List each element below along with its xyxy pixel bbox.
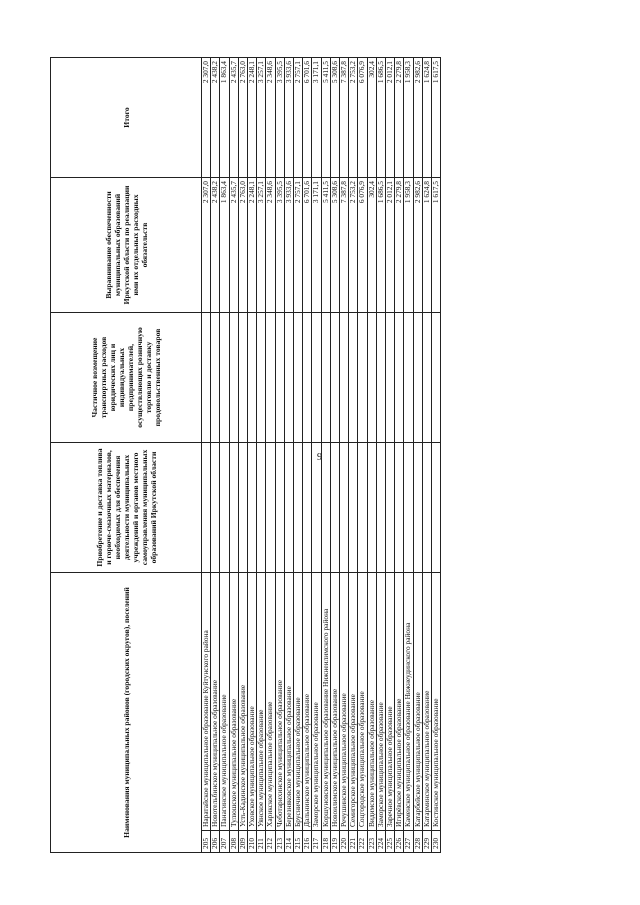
row-total: 2 279,8 [395,58,404,178]
table-row [321,58,330,853]
row-name: Заморское муниципальное образование [376,573,385,831]
row-fuel [413,443,422,573]
table-row [404,58,413,853]
header-equalize: Выравнивание обеспеченности муниципальных образований Иркутской области по реализации ими их отдельных расходных обязательств [51,178,202,313]
table-row [266,58,275,853]
row-number: 217 [312,831,321,853]
page-number: 9 [317,452,322,463]
row-name: Брусничное муниципальное образование [294,573,303,831]
row-transport [303,313,312,443]
row-name: Катарбейское муниципальное образование [413,573,422,831]
row-equalize: 2 348,6 [266,178,275,313]
row-total: 2 348,6 [266,58,275,178]
row-total: 2 012,1 [386,58,395,178]
row-equalize: 2 248,1 [248,178,257,313]
row-total: 3 933,6 [284,58,293,178]
row-name: Уянское муниципальное образование [257,573,266,831]
row-transport [211,313,220,443]
row-number: 219 [330,831,339,853]
row-name: Новоилимское муниципальное образование [330,573,339,831]
row-fuel [340,443,349,573]
row-equalize: 6 701,6 [303,178,312,313]
row-fuel [229,443,238,573]
row-transport [422,313,431,443]
row-equalize: 2 435,7 [229,178,238,313]
row-number: 212 [266,831,275,853]
row-total: 302,4 [367,58,376,178]
row-total: 1 617,5 [432,58,441,178]
row-fuel [386,443,395,573]
row-equalize: 3 257,1 [257,178,266,313]
row-equalize: 2 757,1 [294,178,303,313]
row-number: 218 [321,831,330,853]
row-equalize: 2 307,0 [202,178,211,313]
row-fuel [284,443,293,573]
row-number: 211 [257,831,266,853]
row-transport [248,313,257,443]
row-equalize: 2 982,6 [413,178,422,313]
row-total: 2 248,1 [248,58,257,178]
table-body [202,58,441,853]
row-total: 2 438,2 [211,58,220,178]
row-equalize: 2 279,8 [395,178,404,313]
row-number: 223 [367,831,376,853]
row-fuel [312,443,321,573]
row-transport [321,313,330,443]
row-number: 227 [404,831,413,853]
row-equalize: 1 863,4 [220,178,229,313]
row-number: 207 [220,831,229,853]
row-number: 226 [395,831,404,853]
row-fuel [266,443,275,573]
row-number: 209 [238,831,247,853]
row-total: 2 435,7 [229,58,238,178]
row-transport [284,313,293,443]
row-transport [238,313,247,443]
row-name: Наратайское муниципальное образование Куйтунского района [202,573,211,831]
row-number: 222 [358,831,367,853]
row-transport [330,313,339,443]
row-name: Березняковское муниципальное образование [284,573,293,831]
row-total: 2 763,0 [238,58,247,178]
row-equalize: 302,4 [367,178,376,313]
row-name: Дальнинское муниципальное образование [303,573,312,831]
row-fuel [321,443,330,573]
row-equalize: 1 617,5 [432,178,441,313]
row-total: 1 624,8 [422,58,431,178]
row-total: 1 958,3 [404,58,413,178]
row-fuel [202,443,211,573]
row-fuel [358,443,367,573]
row-number: 214 [284,831,293,853]
row-transport [294,313,303,443]
row-total: 2 757,1 [294,58,303,178]
row-name: Новотельбинское муниципальное образование [211,573,220,831]
table-row [312,58,321,853]
row-name: Уховское муниципальное образование [248,573,257,831]
row-name: Костинское муниципальное образование [432,573,441,831]
row-number: 220 [340,831,349,853]
row-fuel [404,443,413,573]
row-total: 6 701,6 [303,58,312,178]
row-fuel [349,443,358,573]
row-total: 7 387,8 [340,58,349,178]
row-transport [432,313,441,443]
row-equalize: 2 763,0 [238,178,247,313]
row-name: Коршуновское муниципальное образование Нижнеилимского района [321,573,330,831]
row-number: 225 [386,831,395,853]
header-transport: Частичное возмещение транспортных расходов юридических лиц и индивидуальных предпринимателей, осуществляющих розничную торговлю и доставку продовольственных товаров [51,313,202,443]
row-number: 205 [202,831,211,853]
row-fuel [376,443,385,573]
table-row [220,58,229,853]
table-row [367,58,376,853]
row-name: Харикское муниципальное образование [266,573,275,831]
row-fuel [275,443,284,573]
row-fuel [330,443,339,573]
table-row [229,58,238,853]
row-equalize: 5 308,6 [330,178,339,313]
row-equalize: 2 753,2 [349,178,358,313]
row-number: 213 [275,831,284,853]
row-equalize: 3 933,6 [284,178,293,313]
row-name: Чеботарихинское муниципальное образование [275,573,284,831]
row-equalize: 1 958,3 [404,178,413,313]
row-transport [367,313,376,443]
row-number: 224 [376,831,385,853]
row-transport [386,313,395,443]
row-total: 5 308,6 [330,58,339,178]
table-row [432,58,441,853]
header-fuel: Приобретение и доставка топлива и горюче-смазочных материалов, необходимых для обеспечения деятельности муниципальных учреждений и органов местного самоуправления муниципальных образований Иркутской области [51,443,202,573]
row-total: 1 686,5 [376,58,385,178]
row-equalize: 1 624,8 [422,178,431,313]
row-equalize: 2 438,2 [211,178,220,313]
row-total: 2 982,6 [413,58,422,178]
row-transport [413,313,422,443]
row-number: 228 [413,831,422,853]
row-fuel [248,443,257,573]
row-fuel [257,443,266,573]
row-total: 2 307,0 [202,58,211,178]
row-transport [395,313,404,443]
row-transport [349,313,358,443]
row-transport [404,313,413,443]
header-row [51,58,202,853]
row-number: 230 [432,831,441,853]
row-equalize: 6 076,9 [358,178,367,313]
row-fuel [238,443,247,573]
row-name: Каменское муниципальное образование Нижнеудинского района [404,573,413,831]
row-name: Тулюшское муниципальное образование [229,573,238,831]
row-transport [358,313,367,443]
row-total: 6 076,9 [358,58,367,178]
row-number: 208 [229,831,238,853]
row-transport [340,313,349,443]
row-transport [229,313,238,443]
row-equalize: 3 395,5 [275,178,284,313]
row-fuel [422,443,431,573]
row-total: 5 411,5 [321,58,330,178]
row-number: 216 [303,831,312,853]
row-total: 1 863,4 [220,58,229,178]
row-name: Усть-Кадинское муниципальное образование [238,573,247,831]
row-number: 206 [211,831,220,853]
row-equalize: 5 411,5 [321,178,330,313]
row-name: Заморское муниципальное образование [312,573,321,831]
table-row [358,58,367,853]
row-fuel [432,443,441,573]
header-name: Наименования муниципальных районов (городских округов), поселений [51,573,202,853]
row-name: Видимское муниципальное образование [367,573,376,831]
row-total: 2 753,2 [349,58,358,178]
row-name: Панагинское муниципальное образование [220,573,229,831]
row-equalize: 2 012,1 [386,178,395,313]
row-total: 3 395,5 [275,58,284,178]
row-name: Катарминское муниципальное образование [422,573,431,831]
row-name: Заречное муниципальное образование [386,573,395,831]
row-transport [266,313,275,443]
row-name: Соцгородское муниципальное образование [358,573,367,831]
table-row [275,58,284,853]
row-number: 210 [248,831,257,853]
row-transport [257,313,266,443]
row-name: Семигорское муниципальное образование [349,573,358,831]
row-fuel [367,443,376,573]
row-number: 221 [349,831,358,853]
row-total: 3 257,1 [257,58,266,178]
header-total: Итого [51,58,202,178]
row-fuel [220,443,229,573]
row-name: Игирёвское муниципальное образование [395,573,404,831]
table-row [413,58,422,853]
row-fuel [294,443,303,573]
row-transport [220,313,229,443]
budget-table [50,57,441,853]
row-equalize: 1 686,5 [376,178,385,313]
row-fuel [211,443,220,573]
row-transport [275,313,284,443]
row-number: 215 [294,831,303,853]
row-transport [376,313,385,443]
row-total: 3 171,1 [312,58,321,178]
row-fuel [303,443,312,573]
row-equalize: 7 387,8 [340,178,349,313]
row-number: 229 [422,831,431,853]
row-transport [202,313,211,443]
row-name: Речушинское муниципальное образование [340,573,349,831]
row-equalize: 3 171,1 [312,178,321,313]
row-transport [312,313,321,443]
row-fuel [395,443,404,573]
